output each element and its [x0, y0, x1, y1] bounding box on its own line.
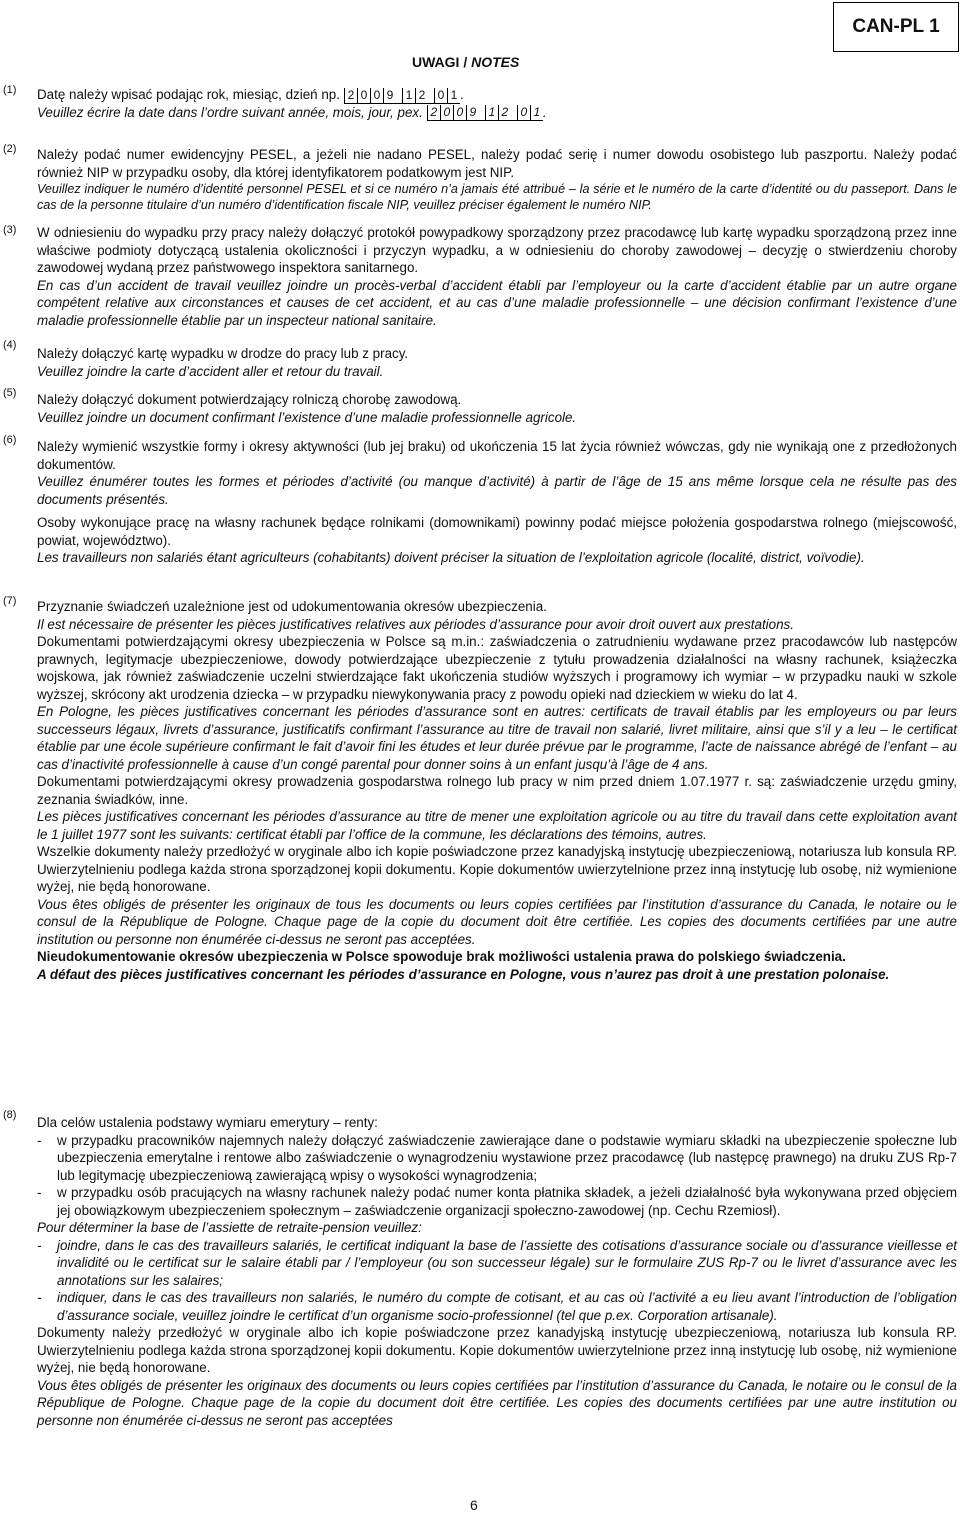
- date-digit: 0: [370, 88, 383, 103]
- note-4: [37, 345, 957, 380]
- date-example-boxes-fr: [427, 105, 543, 121]
- note-7: [37, 598, 957, 983]
- list-item: - joindre, dans le cas des travailleurs salariés, le certificat indiquant la base de l’assiette des cotisations d’assurance sociale ou d’assurance vieillesse et invalidité ou le certificat sur le salaire établi par / l’employeur (ou son successeur légale) sur le formulaire ZUS Rp-7 ou le livret d’assurance avec les annotations sur les salaires;: [37, 1237, 957, 1288]
- date-digit: 9: [383, 88, 396, 103]
- note-8-fr-item-1: joindre, dans le cas des travailleurs salariés, le certificat indiquant la base de l’assiette des cotisations d’assurance sociale ou d’assurance vieillesse et invalidité ou le certificat sur le salaire établi par / l’employeur (ou son successeur légale) sur le formulaire ZUS Rp-7 ou le livret d’assurance avec les annotations sur les salaires;: [57, 1237, 957, 1288]
- date-digit: 1: [485, 105, 498, 120]
- date-digit: 0: [434, 88, 447, 103]
- page-number: 6: [470, 1497, 478, 1513]
- marker-5: (5): [3, 387, 17, 399]
- note-6-fr: Veuillez énumérer toutes les formes et périodes d’activité (ou manque d’activité) à partir de l’âge de 15 ans même lorsque cela ne résulte pas des documents présentés.: [37, 474, 957, 507]
- note-7-fr-2: En Pologne, les pièces justificatives concernant les périodes d’assurance sont en autres: certificats de travail établis par les employeurs ou par leurs successeurs légaux, livrets d’assurance, justificatifs confirmant l’assurance au titre de travail non salarié, livret militaire, ainsi que s’il y a leu – le certificat établie par une école supérieure confirmant le fait d’avoir fini les études et leur durée prévue par le programme, l’acte de naissance abrégé de l’enfant – au cas d’inactivité professionnelle à cause d’un congé parental pour donner soins à un enfant jusqu’à l’âge de 4 ans.: [37, 704, 957, 772]
- note-5-pl: Należy dołączyć dokument potwierdzający rolniczą chorobę zawodową.: [37, 392, 462, 407]
- note-2-fr: Veuillez indiquer le numéro d’identité personnel PESEL et si ce numéro n’a jamais été attribué – la série et le numéro de la carte d’identité ou du passeport. Dans le cas de la personne titulaire d’un numéro d’identification fiscale NIP, veuillez préciser également le numéro NIP.: [37, 182, 957, 212]
- list-item: - w przypadku pracowników najemnych należy dołączyć zaświadczenie zawierające dane o podstawie wymiaru składki na ubezpieczenie społeczne lub ubezpieczenia emerytalne i rentowe albo zaświadczenie o wynagrodzeniu wystawione przez pracodawcę (lub następcę prawnego) na druku ZUS Rp-7 lub legitymację ubezpieczeniową zawierającą wpisy o wysokości wynagrodzenia;: [37, 1132, 957, 1183]
- note-7-warning-pl: Nieudokumentowanie okresów ubezpieczenia w Polsce spowoduje brak możliwości ustalenia prawa do polskiego świadczenia.: [37, 949, 846, 964]
- date-digit: 9: [466, 105, 479, 120]
- date-example-boxes: [344, 88, 460, 104]
- marker-4: (4): [3, 339, 17, 351]
- marker-8: (8): [3, 1109, 17, 1121]
- note-8-fr-2: Vous êtes obligés de présenter les originaux des documents ou leurs copies certifiées par l’institution d’assurance du Canada, le notaire ou le consul de la République de Pologne. Chaque page de la copie du document doit être certifiée. Les copies des documents certifiées par une autre institution ou personne non énumérée ci-dessus ne seront pas acceptées: [37, 1377, 957, 1428]
- note-7-fr-3: Les pièces justificatives concernant les périodes d’assurance au titre de mener une exploitation agricole ou au titre du travail dans cette exploitation avant le 1 juillet 1977 sont les suivants: certificat établi par l’office de la commune, les déclarations des témoins, autres.: [37, 809, 957, 842]
- heading-pl: UWAGI: [412, 54, 460, 70]
- note-1-fr: Veuillez écrire la date dans l’ordre suivant année, mois, jour, pex.: [37, 104, 423, 120]
- note-5: [37, 391, 957, 426]
- note-7-pl-3: Dokumentami potwierdzającymi okresy prowadzenia gospodarstwa rolnego lub pracy w nim przed dniem 1.07.1977 r. są: zaświadczenie urzędu gminy, zeznania świadków, inne.: [37, 774, 957, 807]
- note-4-pl: Należy dołączyć kartę wypadku w drodze do pracy lub z pracy.: [37, 346, 409, 361]
- note-3: [37, 224, 957, 329]
- list-item: - indiquer, dans le cas des travailleurs non salariés, le numéro du compte de cotisant, et au cas où l’activité a eu lieu avant l’introduction de l’obligation d’assurance sociale, veuillez joindre le certificat d’un organisme socio-professionnel (tel que p.ex. Corporation artisanale).: [37, 1290, 957, 1323]
- marker-1: (1): [3, 84, 17, 96]
- marker-6: (6): [3, 434, 17, 446]
- note-1: [37, 86, 957, 121]
- note-7-pl-2: Dokumentami potwierdzającymi okresy ubezpieczenia w Polsce są m.in.: zaświadczenia o zatrudnieniu wydawane przez pracodawców lub następców prawnych, legitymacje ubezpieczeniowe, dowody potwierdzające ubezpieczenie z tytułu prowadzenia działalności na własny rachunek, książeczka wojskowa, jak również zaświadczenie uczelni stwierdzające fakt ukończenia studiów wyższych i programowy ich wymiar – w przypadku nauki w szkole wyższej, skrócony akt urodzenia dziecka – w przypadku niewykonywania pracy z powodu opieki nad dzieckiem w wieku do lat 4.: [37, 634, 957, 702]
- date-digit: 2: [427, 105, 440, 120]
- form-code-box: CAN-PL 1: [833, 2, 959, 52]
- note-2-pl: Należy podać numer ewidencyjny PESEL, a jeżeli nie nadano PESEL, należy podać serię i numer dowodu osobistego lub paszportu. Należy podać również NIP w przypadku osoby, dla której identyfikatorem podatkowym jest NIP.: [37, 147, 957, 180]
- note-3-fr: En cas d’un accident de travail veuillez joindre un procès-verbal d’accident établi par l’employeur ou la carte d’accident établie par un autre organe compétent relative aux circonstances et causes de cet accident, et au cas d’une maladie professionnelle – une décision confirmant l’existence d’une maladie professionnelle établie par un inspecteur national sanitaire.: [37, 277, 957, 328]
- note-8: [37, 1114, 957, 1429]
- note-8-pl-item-1: w przypadku pracowników najemnych należy dołączyć zaświadczenie zawierające dane o podstawie wymiaru składki na ubezpieczenie społeczne lub ubezpieczenia emerytalne i rentowe albo zaświadczenie o wynagrodzeniu wystawione przez pracodawcę (lub następcę prawnego) na druku ZUS Rp-7 lub legitymację ubezpieczeniową zawierającą wpisy o wysokości wynagrodzenia;: [57, 1132, 957, 1183]
- marker-3: (3): [3, 224, 17, 236]
- note-1-pl: Datę należy wpisać podając rok, miesiąc, dzień np.: [37, 87, 340, 102]
- date-digit: 0: [357, 88, 370, 103]
- date-digit: 0: [453, 105, 466, 120]
- note-7-fr-4: Vous êtes obligés de présenter les originaux de tous les documents ou leurs copies certifiées par l’institution d’assurance du Canada, le notaire ou le consul de la République de Pologne. Chaque page de la copie du document doit être certifiée. Les copies des documents certifiées par une autre institution ou personne non énumérée ci-dessus ne seront pas acceptées.: [37, 896, 957, 947]
- note-4-fr: Veuillez joindre la carte d’accident aller et retour du travail.: [37, 363, 384, 379]
- note-7-fr: Il est nécessaire de présenter les pièces justificatives relatives aux périodes d’assurance pour avoir droit ouvert aux prestations.: [37, 616, 794, 632]
- note-1-period-fr: .: [542, 104, 547, 120]
- note-6-pl-2: Osoby wykonujące pracę na własny rachunek będące rolnikami (domownikami) powinny podać miejsce położenia gospodarstwa rolnego (miejscowość, powiat, województwo).: [37, 515, 957, 548]
- date-digit: 0: [440, 105, 453, 120]
- notes-heading: [412, 54, 519, 72]
- date-digit: 2: [415, 88, 428, 103]
- date-digit: 1: [530, 105, 543, 120]
- note-2: [37, 146, 957, 213]
- date-digit: 0: [517, 105, 530, 120]
- date-digit: 1: [402, 88, 415, 103]
- note-6-fr-2: Les travailleurs non salariés étant agriculteurs (cohabitants) doivent préciser la situation de l’exploitation agricole (localité, district, voïvodie).: [37, 550, 865, 565]
- date-digit: 2: [498, 105, 511, 120]
- note-8-pl-item-2: w przypadku osób pracujących na własny rachunek należy podać numer konta płatnika składek, a jeżeli działalność była wykonywana przed objęciem jej obowiązkowym ubezpieczeniem społecznym – zaświadczenie organizacji społeczno-zawodowej (np. Cechu Rzemiosł).: [57, 1185, 957, 1218]
- note-8-pl: Dla celów ustalenia podstawy wymiaru emerytury – renty:: [37, 1115, 378, 1130]
- note-5-fr: Veuillez joindre un document confirmant l’existence d’une maladie professionnelle agricole.: [37, 409, 577, 425]
- note-7-pl-4: Wszelkie dokumenty należy przedłożyć w oryginale albo ich kopie poświadczone przez kanadyjską instytucję ubezpieczeniową, notariusza lub konsula RP. Uwierzytelnieniu podlega każda strona sporządzonej kopii dokumentu. Kopie dokumentów uwierzytelnione przez inną instytucję lub osobę, niż wymienione wyżej, nie będą honorowane.: [37, 844, 957, 894]
- heading-separator: /: [459, 54, 472, 70]
- heading-fr: NOTES: [471, 54, 520, 70]
- note-7-warning-fr: A défaut des pièces justificatives concernant les périodes d’assurance en Pologne, vous n’aurez pas droit à une prestation polonaise.: [37, 966, 890, 982]
- list-item: - w przypadku osób pracujących na własny rachunek należy podać numer konta płatnika składek, a jeżeli działalność była wykonywana przed objęciem jej obowiązkowym ubezpieczeniem społecznym – zaświadczenie organizacji społeczno-zawodowej (np. Cechu Rzemiosł).: [37, 1185, 957, 1218]
- marker-7: (7): [3, 595, 17, 607]
- note-6: [37, 438, 957, 567]
- note-7-pl: Przyznanie świadczeń uzależnione jest od udokumentowania okresów ubezpieczenia.: [37, 599, 547, 614]
- note-8-fr: Pour déterminer la base de l’assiette de retraite-pension veuillez:: [37, 1220, 422, 1235]
- note-1-period: .: [459, 87, 464, 102]
- note-8-pl-2: Dokumenty należy przedłożyć w oryginale albo ich kopie poświadczone przez kanadyjską instytucję ubezpieczeniową, notariusza lub konsula RP. Uwierzytelnieniu podlega każda strona sporządzonej kopii dokumentu. Kopie dokumentów uwierzytelnione przez inną instytucję lub osobę, niż wymienione wyżej, nie będą honorowane.: [37, 1325, 957, 1375]
- note-3-pl: W odniesieniu do wypadku przy pracy należy dołączyć protokół powypadkowy sporządzony przez pracodawcę lub kartę wypadku sporządzoną przez inne właściwe podmioty dotyczącą ustalenia okoliczności i przyczyn wypadku, a w odniesieniu do choroby zawodowej – decyzję o stwierdzeniu choroby zawodowej wydaną przez państwowego inspektora sanitarnego.: [37, 225, 957, 275]
- note-6-pl: Należy wymienić wszystkie formy i okresy aktywności (lub jej braku) od ukończenia 15 lat życia również wówczas, gdy nie wynikają one z przedłożonych dokumentów.: [37, 439, 957, 472]
- marker-2: (2): [3, 143, 17, 155]
- note-8-fr-item-2: indiquer, dans le cas des travailleurs non salariés, le numéro du compte de cotisant, et au cas où l’activité a eu lieu avant l’introduction de l’obligation d’assurance sociale, veuillez joindre le certificat d’un organisme socio-professionnel (tel que p.ex. Corporation artisanale).: [57, 1290, 957, 1323]
- date-digit: 2: [344, 88, 357, 103]
- date-digit: 1: [447, 88, 460, 103]
